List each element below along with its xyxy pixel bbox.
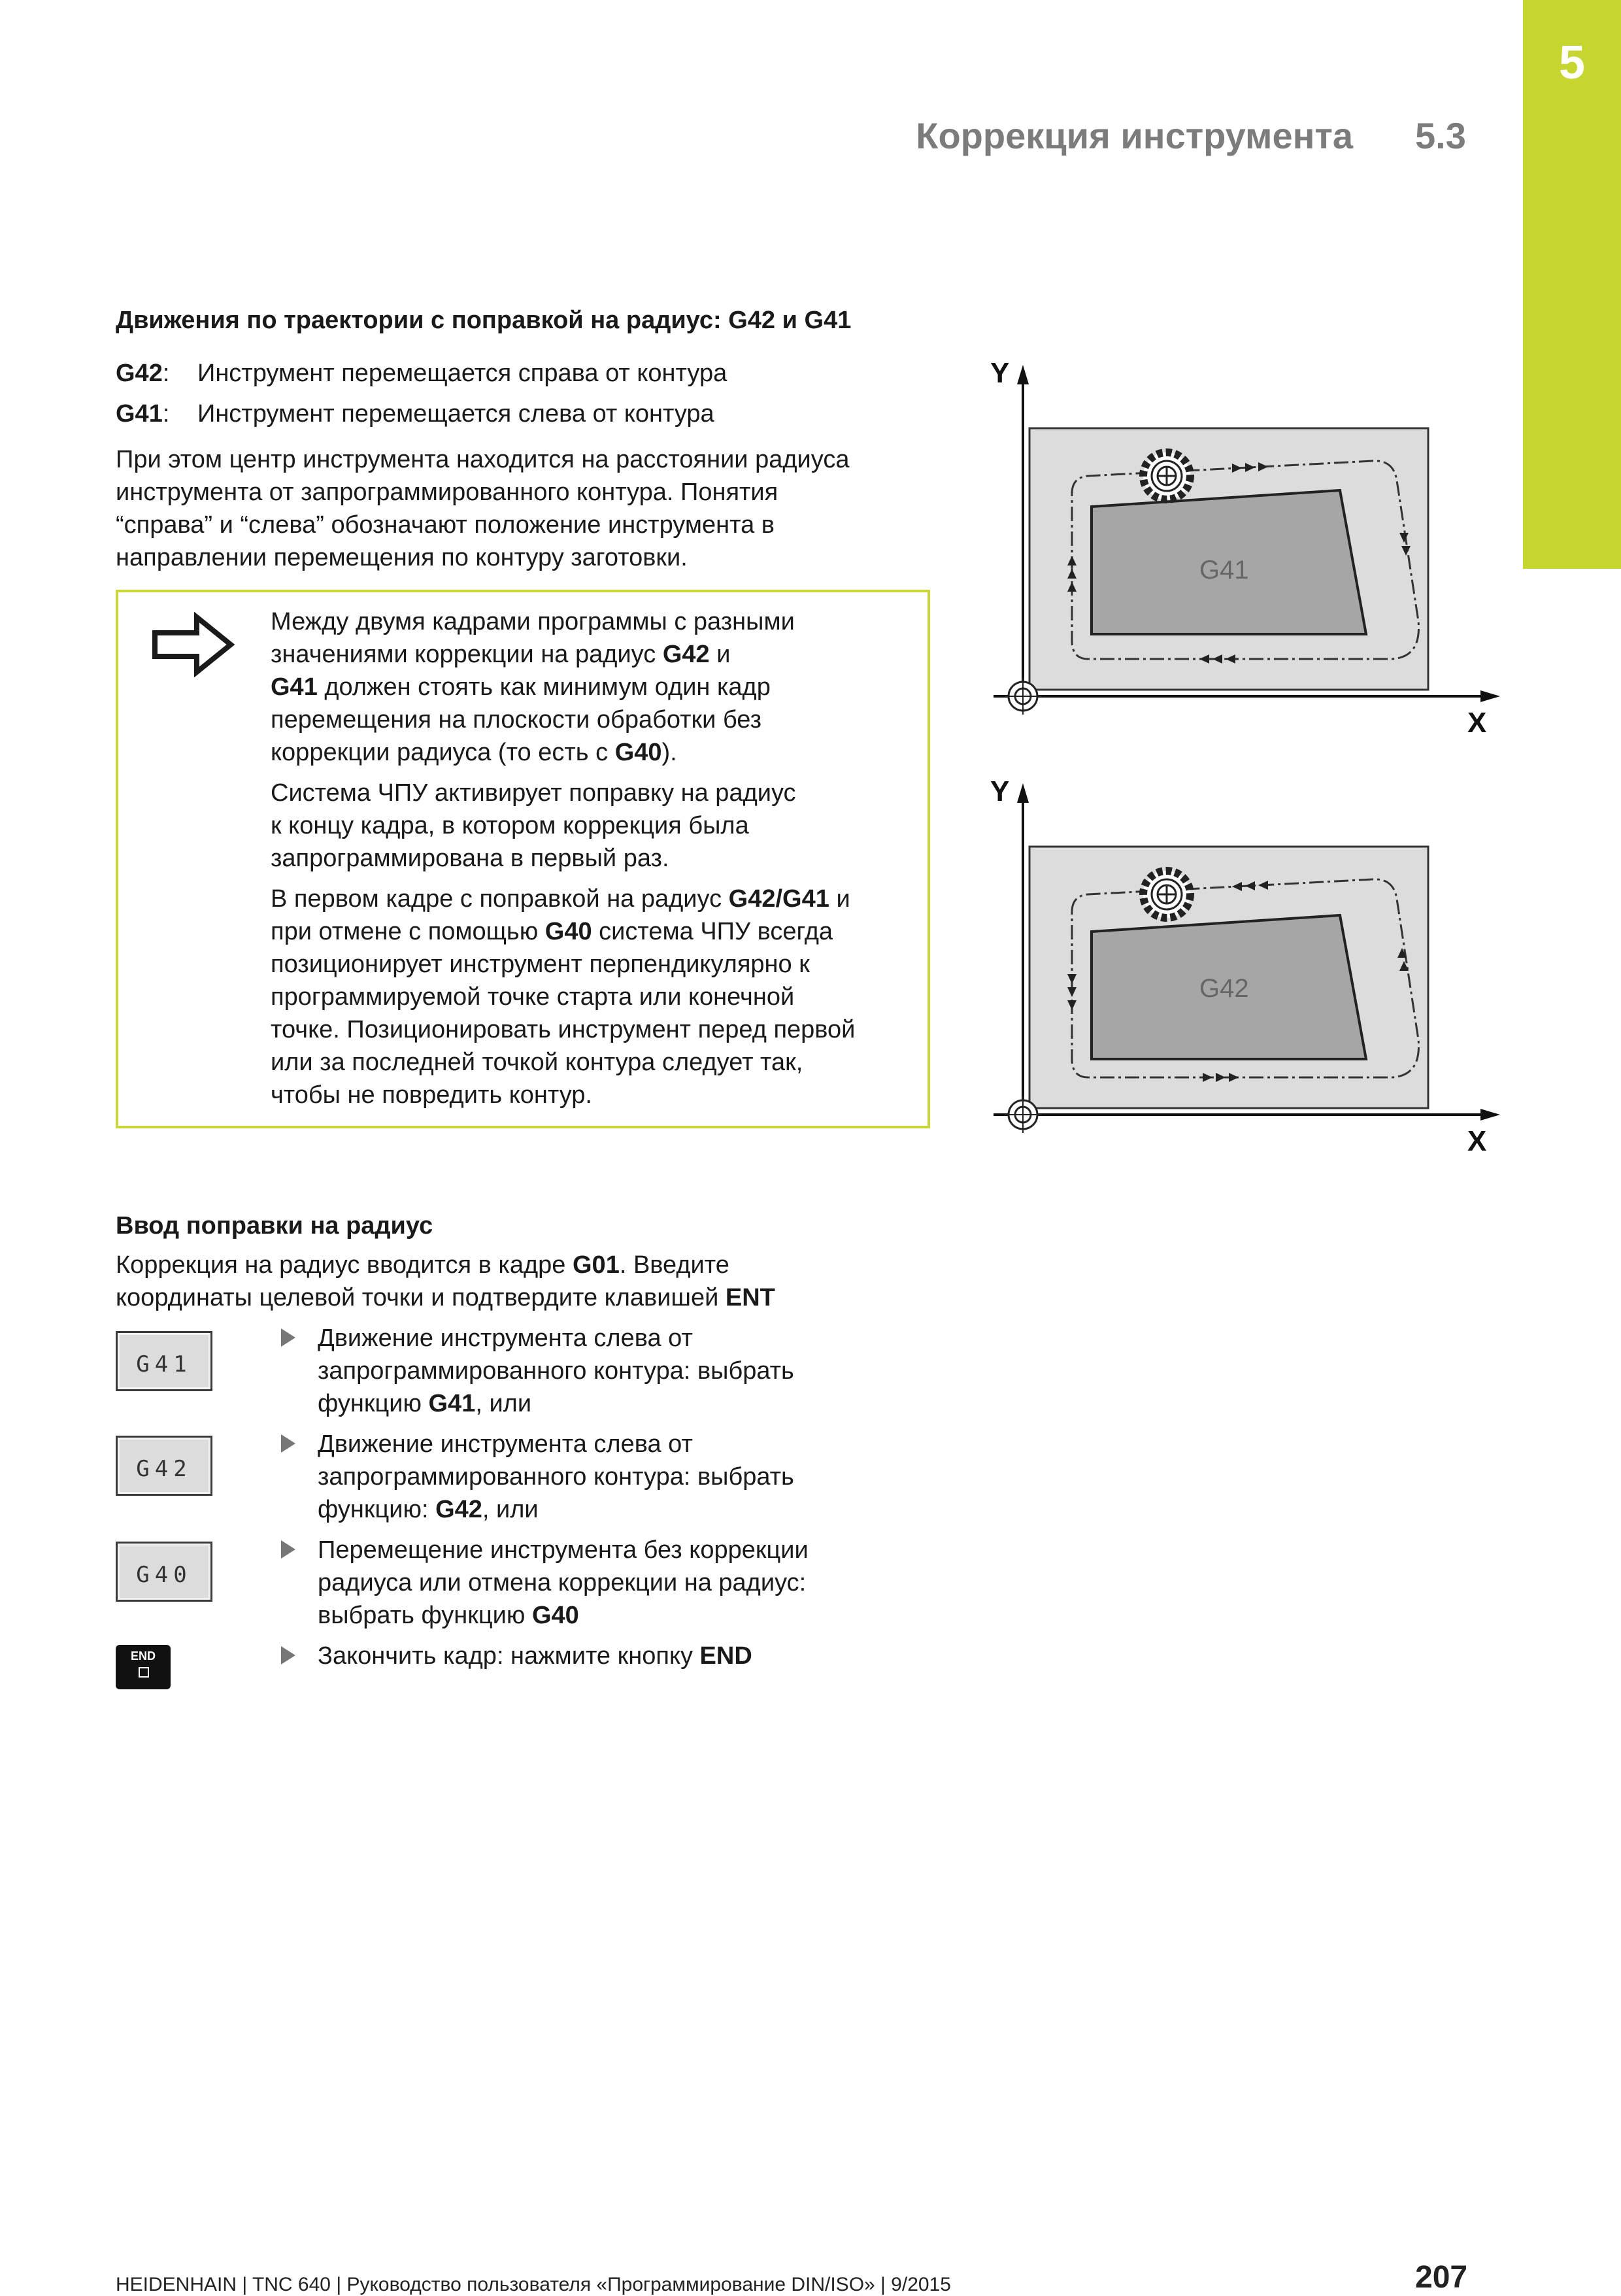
text-line: точке. Позиционировать инструмент перед первой bbox=[271, 1016, 856, 1043]
text-line: коррекции радиуса (то есть с G40). bbox=[271, 739, 677, 766]
description: Инструмент перемещается справа от контура bbox=[197, 360, 727, 387]
section-number: 5.3 bbox=[1415, 115, 1466, 156]
text-line: Движение инструмента слева от bbox=[318, 1430, 693, 1458]
text-line: Движение инструмента слева от bbox=[318, 1325, 693, 1352]
figure-g42 bbox=[967, 771, 1510, 1164]
text-line: направлении перемещения по контуру заготовки. bbox=[116, 544, 688, 571]
text-line: при отмене с помощью G40 система ЧПУ всегда bbox=[271, 918, 833, 945]
text-line: Перемещение инструмента без коррекции bbox=[318, 1536, 809, 1564]
footer-text: HEIDENHAIN | TNC 640 | Руководство пользователя «Программирование DIN/ISO» | 9/2015 bbox=[116, 2274, 951, 2295]
text-line: При этом центр инструмента находится на расстоянии радиуса bbox=[116, 446, 850, 473]
cutter-tool-icon bbox=[1143, 452, 1190, 499]
intro-paragraph bbox=[116, 443, 849, 574]
text-line: функцию G41, или bbox=[318, 1390, 532, 1417]
bullet-triangle-icon bbox=[281, 1540, 295, 1559]
text-line: В первом кадре с поправкой на радиус G42/G41 и bbox=[271, 885, 850, 913]
page-title: Коррекция инструмента bbox=[916, 115, 1353, 156]
x-axis-label: X bbox=[1467, 1125, 1487, 1157]
section-heading-radius-input: Ввод поправки на радиус bbox=[116, 1212, 433, 1240]
text-line: координаты целевой точки и подтвердите клавишей ENT bbox=[116, 1284, 775, 1311]
note-paragraph-2 bbox=[271, 777, 855, 875]
text-line: значениями коррекции на радиус G42 и bbox=[271, 641, 731, 668]
term: G42 bbox=[116, 360, 163, 387]
text-line: функцию: G42, или bbox=[318, 1496, 539, 1523]
text-line: “справа” и “слева” обозначают положение инструмента в bbox=[116, 511, 775, 539]
definition-g41: G41: Инструмент перемещается слева от контура bbox=[116, 400, 714, 428]
note-paragraph-1 bbox=[271, 605, 855, 769]
text-line: чтобы не повредить контур. bbox=[271, 1081, 592, 1109]
radius-input-intro bbox=[116, 1249, 775, 1314]
end-key-icon: END bbox=[116, 1645, 171, 1689]
g42-key-icon: G42 bbox=[116, 1436, 212, 1496]
note-text bbox=[271, 605, 855, 1119]
text-line: перемещения на плоскости обработки без bbox=[271, 706, 762, 734]
bullet-triangle-icon bbox=[281, 1328, 295, 1347]
text-line: запрограммирована в первый раз. bbox=[271, 845, 669, 872]
text-line: запрограммированного контура: выбрать bbox=[318, 1463, 794, 1491]
contour-label: G41 bbox=[1199, 556, 1249, 584]
g40-key-icon: G40 bbox=[116, 1542, 212, 1602]
text-line: Закончить кадр: нажмите кнопку END bbox=[318, 1642, 752, 1670]
y-axis-label: Y bbox=[990, 775, 1010, 807]
section-heading-trajectory: Движения по траектории с поправкой на радиус: G42 и G41 bbox=[116, 307, 852, 334]
text-line: G41 должен стоять как минимум один кадр bbox=[271, 673, 771, 701]
term: G41 bbox=[116, 400, 163, 428]
contour-label: G42 bbox=[1199, 974, 1249, 1003]
y-axis-label: Y bbox=[990, 357, 1010, 389]
note-paragraph-3 bbox=[271, 883, 855, 1111]
text-line: инструмента от запрограммированного контура. Понятия bbox=[116, 479, 778, 506]
chapter-number: 5 bbox=[1558, 37, 1586, 89]
definition-list bbox=[116, 353, 727, 434]
figure-g41 bbox=[967, 353, 1510, 745]
definition-g42: G42: Инструмент перемещается справа от контура bbox=[116, 360, 727, 387]
cutter-tool-icon bbox=[1143, 871, 1190, 918]
note-box bbox=[116, 590, 930, 1128]
bullet-triangle-icon bbox=[281, 1434, 295, 1453]
text-line: выбрать функцию G40 bbox=[318, 1602, 579, 1629]
text-line: или за последней точкой контура следует так, bbox=[271, 1049, 803, 1076]
text-line: радиуса или отмена коррекции на радиус: bbox=[318, 1569, 807, 1596]
text-line: Между двумя кадрами программы с разными bbox=[271, 608, 795, 635]
text-line: к концу кадра, в котором коррекция была bbox=[271, 812, 749, 839]
bullet-triangle-icon bbox=[281, 1646, 295, 1664]
text-line: Коррекция на радиус вводится в кадре G01. Введите bbox=[116, 1251, 729, 1279]
x-axis-label: X bbox=[1467, 707, 1487, 739]
arrow-right-icon bbox=[151, 612, 236, 677]
text-line: запрограммированного контура: выбрать bbox=[318, 1357, 794, 1385]
g41-key-icon: G41 bbox=[116, 1331, 212, 1391]
description: Инструмент перемещается слева от контура bbox=[197, 400, 714, 428]
text-line: программируемой точке старта или конечной bbox=[271, 983, 795, 1011]
chapter-tab bbox=[1523, 0, 1621, 569]
text-line: позиционирует инструмент перпендикулярно к bbox=[271, 951, 810, 978]
page-number: 207 bbox=[1415, 2260, 1468, 2295]
text-line: Система ЧПУ активирует поправку на радиус bbox=[271, 779, 796, 807]
